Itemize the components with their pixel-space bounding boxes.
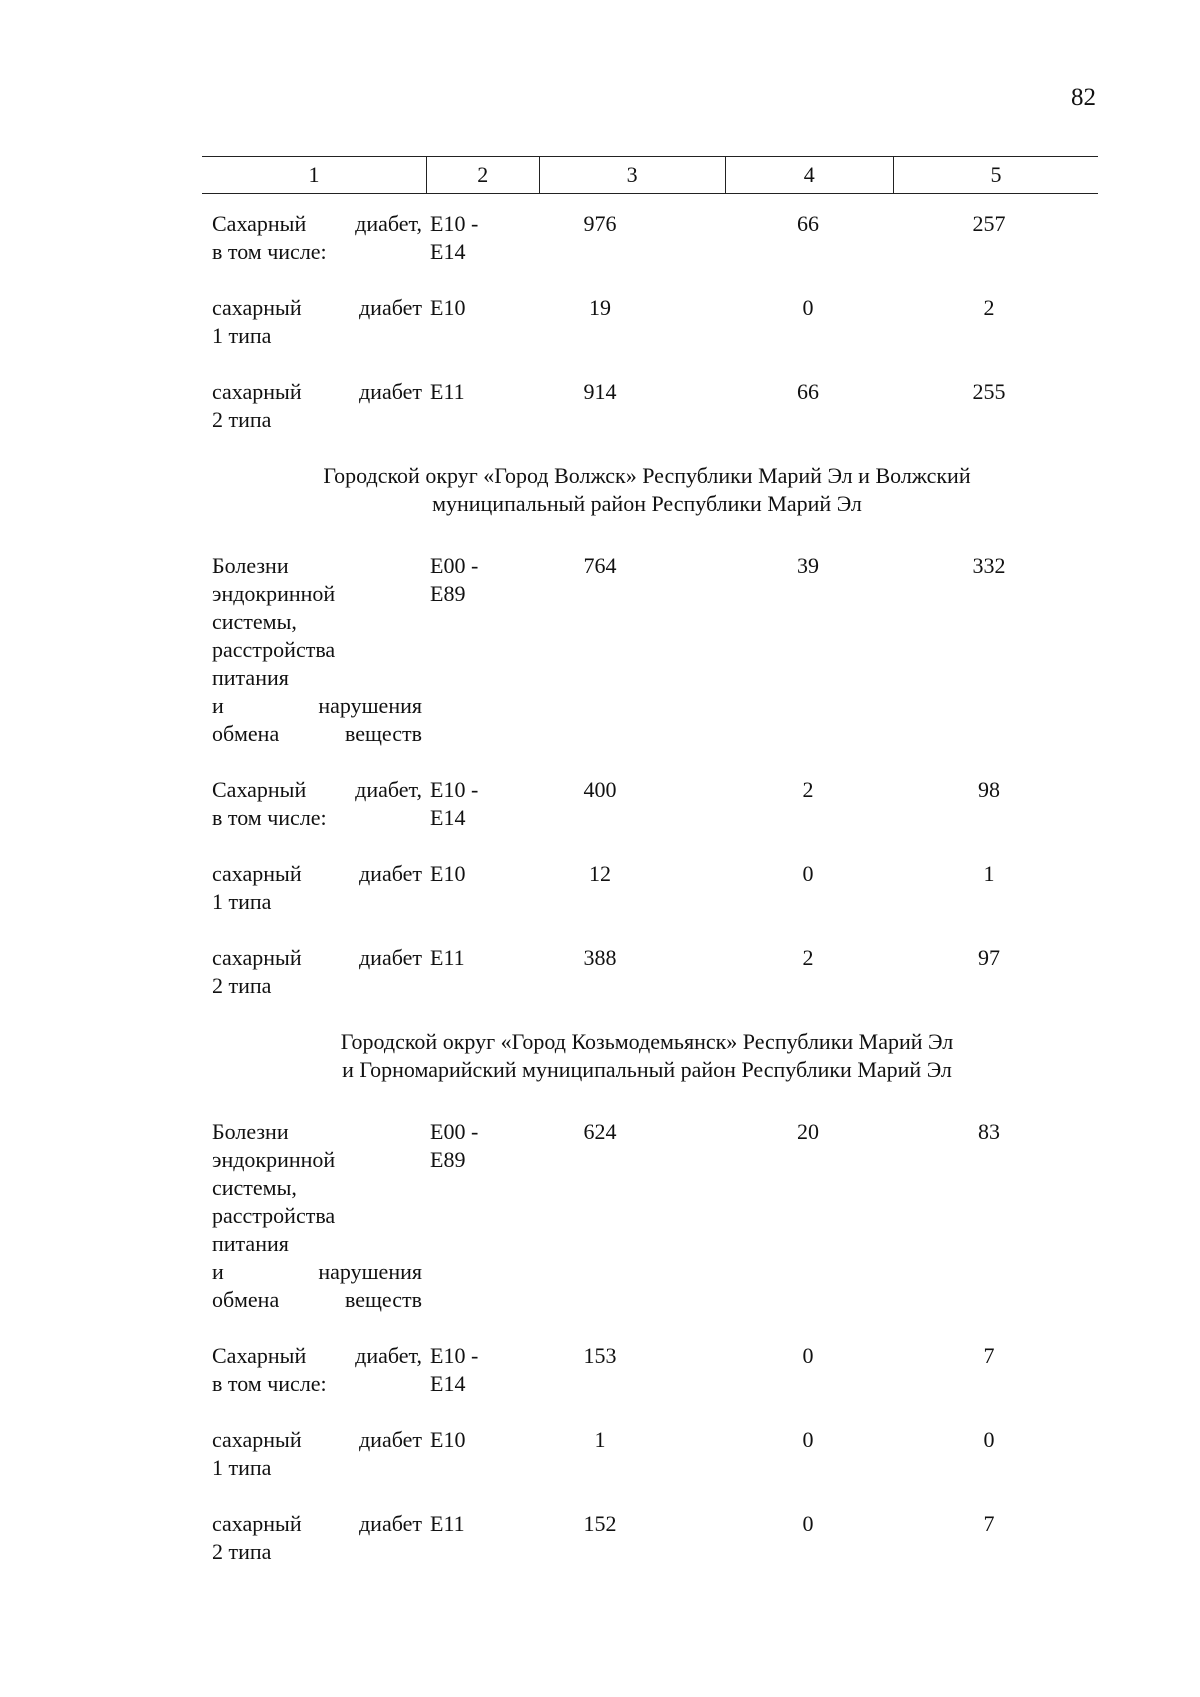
value-col5-cell: 98: [978, 777, 1000, 802]
icd-code-line: Е11: [430, 945, 465, 970]
page-number: 82: [1071, 84, 1096, 111]
icd-code-line: Е10: [430, 1427, 466, 1452]
icd-code-cell: [430, 944, 500, 972]
table-row: [212, 1118, 1052, 1314]
column-header-2: 2: [426, 157, 539, 193]
disease-name-cell: [212, 210, 422, 266]
disease-name-cell: [212, 860, 422, 916]
icd-code-line: Е10 -: [430, 1343, 479, 1368]
disease-name-line: эндокринной: [212, 1147, 336, 1172]
disease-name-cell: [212, 294, 422, 350]
table-row: [212, 378, 1052, 434]
value-col5-cell: 83: [978, 1119, 1000, 1144]
icd-code-cell: [430, 294, 500, 322]
disease-name-line: эндокринной: [212, 581, 336, 606]
disease-name-line: системы,: [212, 1175, 297, 1200]
table-row: [212, 294, 1052, 350]
value-col4-cell: 39: [797, 553, 819, 578]
icd-code-cell: [430, 860, 500, 888]
table-row: [212, 944, 1052, 1000]
icd-code-line: Е11: [430, 1511, 465, 1536]
disease-name-line: Сахарный диабет,: [212, 1343, 422, 1368]
disease-name-line: и нарушения: [212, 693, 422, 718]
disease-name-line: питания: [212, 1231, 289, 1256]
disease-name-line: 1 типа: [212, 889, 272, 914]
value-col4-cell: 0: [802, 1427, 814, 1452]
section-title-line: Городской округ «Город Волжск» Республики Марий Эл и Волжский: [323, 463, 971, 488]
icd-code-line: Е00 -: [430, 1119, 479, 1144]
value-col5-cell: 332: [972, 553, 1006, 578]
value-col3-cell: 764: [583, 553, 617, 578]
block-kozmodemyansk: [212, 1118, 1052, 1566]
icd-code-cell: [430, 552, 500, 608]
disease-name-cell: [212, 776, 422, 832]
icd-code-line: Е89: [430, 1147, 466, 1172]
disease-name-cell: [212, 1342, 422, 1398]
disease-name-line: Сахарный диабет,: [212, 777, 422, 802]
disease-name-line: в том числе:: [212, 1371, 327, 1396]
value-col3-cell: 152: [583, 1511, 617, 1536]
section-title-volzhsk: [212, 462, 1052, 518]
value-col4-cell: 20: [797, 1119, 819, 1144]
section-title-line: Городской округ «Город Козьмодемьянск» Республики Марий Эл: [340, 1029, 954, 1054]
column-header-1: 1: [308, 162, 320, 187]
table-row: [212, 210, 1052, 266]
disease-name-line: в том числе:: [212, 805, 327, 830]
icd-code-cell: [430, 776, 500, 832]
table-row: [212, 1426, 1052, 1482]
icd-code-cell: [430, 1426, 500, 1454]
icd-code-cell: [430, 1342, 500, 1398]
icd-code-cell: [430, 1510, 500, 1538]
column-header-4: 4: [725, 157, 893, 193]
disease-name-cell: [212, 1510, 422, 1566]
disease-name-cell: [212, 378, 422, 434]
table-body: [212, 210, 1052, 1594]
disease-name-line: сахарный диабет: [212, 1511, 422, 1536]
value-col5-cell: 0: [983, 1427, 995, 1452]
icd-code-line: Е10: [430, 295, 466, 320]
disease-name-line: 1 типа: [212, 323, 272, 348]
icd-code-line: Е14: [430, 1371, 466, 1396]
disease-name-line: обмена веществ: [212, 1287, 422, 1312]
disease-name-line: Болезни: [212, 1119, 289, 1144]
icd-code-line: Е14: [430, 239, 466, 264]
disease-name-line: сахарный диабет: [212, 861, 422, 886]
disease-name-cell: [212, 1426, 422, 1482]
value-col4-cell: 66: [797, 211, 819, 236]
disease-name-line: обмена веществ: [212, 721, 422, 746]
disease-name-line: сахарный диабет: [212, 1427, 422, 1452]
value-col4-cell: 0: [802, 861, 814, 886]
icd-code-cell: [430, 1118, 500, 1174]
value-col5-cell: 97: [978, 945, 1000, 970]
table-row: [212, 776, 1052, 832]
value-col3-cell: 388: [583, 945, 617, 970]
icd-code-line: Е11: [430, 379, 465, 404]
disease-name-line: Сахарный диабет,: [212, 211, 422, 236]
disease-name-cell: [212, 552, 422, 748]
disease-name-line: системы,: [212, 609, 297, 634]
table-row: [212, 860, 1052, 916]
icd-code-line: Е14: [430, 805, 466, 830]
icd-code-line: Е10 -: [430, 777, 479, 802]
icd-code-line: Е00 -: [430, 553, 479, 578]
disease-name-line: сахарный диабет: [212, 379, 422, 404]
disease-name-line: 2 типа: [212, 1539, 272, 1564]
disease-name-line: расстройства: [212, 1203, 336, 1228]
disease-name-line: 2 типа: [212, 973, 272, 998]
value-col4-cell: 2: [802, 945, 814, 970]
value-col3-cell: 19: [589, 295, 611, 320]
value-col3-cell: 624: [583, 1119, 617, 1144]
disease-name-line: расстройства: [212, 637, 336, 662]
icd-code-cell: [430, 378, 500, 406]
value-col3-cell: 400: [583, 777, 617, 802]
column-header-5: 5: [893, 157, 1098, 193]
disease-name-line: сахарный диабет: [212, 295, 422, 320]
section-title-line: и Горномарийский муниципальный район Республики Марий Эл: [342, 1057, 952, 1082]
disease-name-cell: [212, 1118, 422, 1314]
value-col4-cell: 0: [802, 295, 814, 320]
value-col5-cell: 1: [983, 861, 995, 886]
table-row: [212, 1510, 1052, 1566]
table-row: [212, 1342, 1052, 1398]
value-col5-cell: 257: [972, 211, 1006, 236]
value-col4-cell: 0: [802, 1343, 814, 1368]
disease-name-line: Болезни: [212, 553, 289, 578]
disease-name-line: и нарушения: [212, 1259, 422, 1284]
value-col4-cell: 66: [797, 379, 819, 404]
icd-code-line: Е10: [430, 861, 466, 886]
icd-code-cell: [430, 210, 500, 266]
value-col3-cell: 12: [589, 861, 611, 886]
block-volzhsk: [212, 552, 1052, 1000]
section-title-kozmodemyansk: [212, 1028, 1052, 1084]
value-col5-cell: 7: [983, 1343, 995, 1368]
section-title-line: муниципальный район Республики Марий Эл: [432, 491, 862, 516]
disease-name-line: питания: [212, 665, 289, 690]
block-unnamed: [212, 210, 1052, 434]
value-col3-cell: 153: [583, 1343, 617, 1368]
table-row: [212, 552, 1052, 748]
disease-name-line: в том числе:: [212, 239, 327, 264]
value-col3-cell: 914: [583, 379, 617, 404]
value-col3-cell: 976: [583, 211, 617, 236]
disease-name-line: 2 типа: [212, 407, 272, 432]
icd-code-line: Е10 -: [430, 211, 479, 236]
column-header-3: 3: [539, 157, 725, 193]
value-col3-cell: 1: [594, 1427, 606, 1452]
value-col5-cell: 2: [983, 295, 995, 320]
value-col5-cell: 7: [983, 1511, 995, 1536]
value-col4-cell: 0: [802, 1511, 814, 1536]
disease-name-line: сахарный диабет: [212, 945, 422, 970]
table-column-header: [202, 156, 1098, 194]
disease-name-cell: [212, 944, 422, 1000]
icd-code-line: Е89: [430, 581, 466, 606]
value-col5-cell: 255: [972, 379, 1006, 404]
value-col4-cell: 2: [802, 777, 814, 802]
disease-name-line: 1 типа: [212, 1455, 272, 1480]
